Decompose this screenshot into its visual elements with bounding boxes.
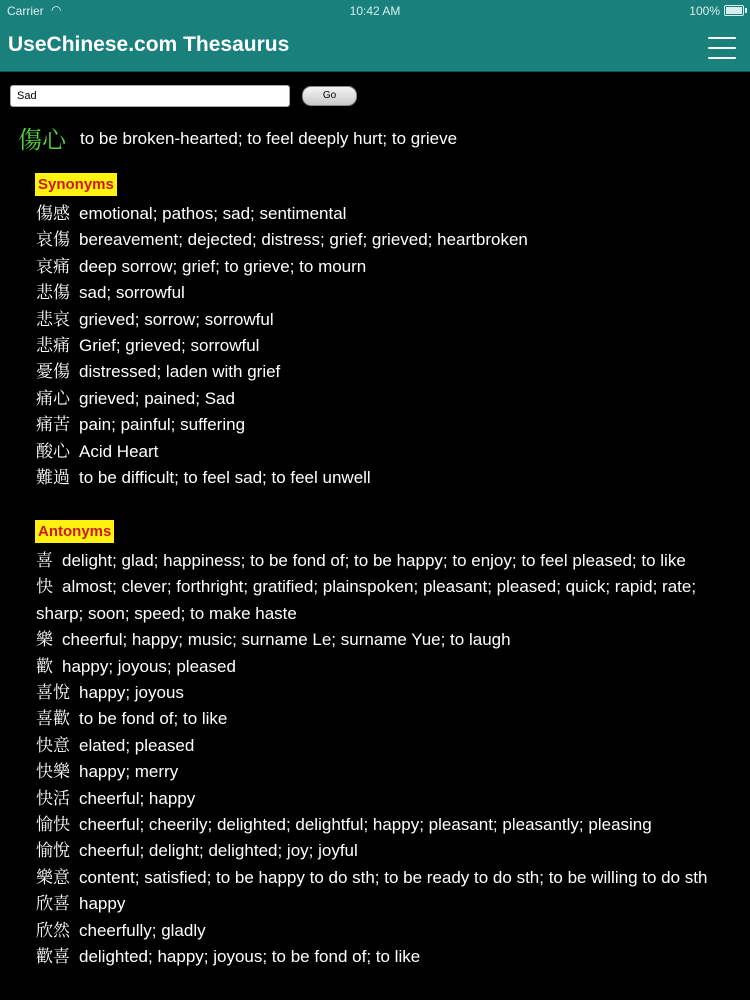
antonyms-item[interactable] — [36, 812, 726, 838]
entry-chinese[interactable]: 哀傷 — [36, 230, 70, 250]
entry-definition: grieved; sorrow; sorrowful — [79, 309, 274, 329]
synonyms-item[interactable] — [36, 386, 726, 412]
entry-chinese[interactable]: 欣然 — [36, 920, 70, 940]
entry-definition: cheerfully; gladly — [79, 920, 206, 940]
entry-definition: emotional; pathos; sad; sentimental — [79, 204, 347, 223]
entry-chinese[interactable]: 憂傷 — [36, 362, 70, 382]
entry-chinese[interactable]: 傷感 — [36, 204, 70, 223]
entry-definition: happy; joyous — [79, 683, 184, 703]
entry-definition: delighted; happy; joyous; to be fond of; to like — [79, 947, 421, 967]
entry-chinese[interactable]: 喜 — [36, 551, 53, 570]
entry-chinese[interactable]: 快樂 — [36, 762, 70, 782]
battery-icon — [724, 5, 744, 16]
antonyms-item[interactable] — [36, 944, 726, 970]
entry-definition: sad; sorrowful — [79, 283, 185, 303]
synonyms-label: Synonyms — [35, 173, 117, 196]
antonyms-item[interactable] — [36, 574, 726, 627]
entry-chinese[interactable]: 悲痛 — [36, 336, 70, 356]
antonyms-item[interactable] — [36, 680, 726, 706]
entry-definition: cheerful; delight; delighted; joy; joyful — [79, 841, 358, 861]
entry-chinese[interactable]: 哀痛 — [36, 256, 70, 276]
antonyms-item[interactable] — [36, 627, 726, 653]
synonyms-item[interactable] — [36, 412, 726, 438]
entry-chinese[interactable]: 喜歡 — [36, 709, 70, 729]
entry-definition: bereavement; dejected; distress; grief; grieved; heartbroken — [79, 230, 528, 250]
entry-chinese[interactable]: 喜悅 — [36, 683, 70, 703]
headword-definition: to be broken-hearted; to feel deeply hurt; to grieve — [80, 129, 458, 148]
synonyms-item[interactable] — [36, 465, 726, 491]
antonyms-item[interactable] — [36, 548, 726, 574]
hamburger-menu-icon[interactable] — [708, 37, 736, 59]
battery-percent: 100% — [689, 4, 720, 18]
synonyms-item[interactable] — [36, 439, 726, 465]
search-input[interactable] — [10, 85, 290, 107]
nav-bar — [0, 22, 750, 72]
status-time: 10:42 AM — [349, 4, 401, 18]
entry-definition: cheerful; cheerily; delighted; delightful; happy; pleasant; pleasantly; pleasing — [79, 815, 652, 835]
entry-chinese[interactable]: 悲傷 — [36, 283, 70, 303]
synonyms-item[interactable] — [36, 227, 726, 253]
antonyms-list — [36, 548, 726, 971]
entry-chinese[interactable]: 快意 — [36, 735, 70, 755]
app-title: UseChinese.com Thesaurus — [8, 33, 290, 56]
status-bar — [0, 0, 750, 22]
entry-chinese[interactable]: 痛苦 — [36, 415, 70, 435]
antonyms-item[interactable] — [36, 865, 726, 891]
entry-definition: delight; glad; happiness; to be fond of; to be happy; to enjoy; to feel pleased; to like — [62, 551, 686, 570]
antonyms-item[interactable] — [36, 918, 726, 944]
entry-definition: cheerful; happy — [79, 788, 196, 808]
entry-definition: happy; merry — [79, 762, 179, 782]
entry-chinese[interactable]: 愉快 — [36, 815, 70, 835]
synonyms-item[interactable] — [36, 307, 726, 333]
carrier-label: Carrier — [7, 4, 44, 18]
entry-definition: almost; clever; forthright; gratified; plainspoken; pleasant; pleased; quick; rapid; rate; sharp; soon; speed; to make haste — [36, 577, 697, 623]
antonyms-item[interactable] — [36, 759, 726, 785]
entry-definition: Acid Heart — [79, 441, 159, 461]
entry-definition: pain; painful; suffering — [79, 415, 246, 435]
entry-definition: grieved; pained; Sad — [79, 388, 235, 408]
synonyms-item[interactable] — [36, 359, 726, 385]
entry-definition: to be difficult; to feel sad; to feel unwell — [79, 468, 371, 488]
entry-chinese[interactable]: 愉悅 — [36, 841, 70, 861]
antonyms-label: Antonyms — [35, 520, 114, 543]
entry-definition: deep sorrow; grief; to grieve; to mourn — [79, 256, 367, 276]
entry-chinese[interactable]: 酸心 — [36, 441, 70, 461]
entry-definition: distressed; laden with grief — [79, 362, 281, 382]
entry-definition: cheerful; happy; music; surname Le; surname Yue; to laugh — [62, 630, 511, 650]
entry-chinese[interactable]: 悲哀 — [36, 309, 70, 329]
entry-definition: content; satisfied; to be happy to do sth; to be ready to do sth; to be willing to do sth — [79, 867, 708, 887]
entry-definition: to be fond of; to like — [79, 709, 228, 729]
entry-chinese[interactable]: 難過 — [36, 468, 70, 488]
antonyms-item[interactable] — [36, 733, 726, 759]
antonyms-item[interactable] — [36, 654, 726, 680]
antonyms-item[interactable] — [36, 891, 726, 917]
entry-definition: Grief; grieved; sorrowful — [79, 336, 260, 356]
entry-chinese[interactable]: 痛心 — [36, 388, 70, 408]
antonyms-item[interactable] — [36, 838, 726, 864]
synonyms-item[interactable] — [36, 254, 726, 280]
entry-chinese[interactable]: 歡 — [36, 656, 53, 676]
antonyms-item[interactable] — [36, 786, 726, 812]
go-button[interactable]: Go — [302, 86, 357, 106]
synonyms-list — [36, 201, 726, 491]
entry-chinese[interactable]: 快 — [36, 577, 53, 597]
entry-chinese[interactable]: 歡喜 — [36, 947, 70, 967]
antonyms-item[interactable] — [36, 706, 726, 732]
synonyms-item[interactable] — [36, 280, 726, 306]
headword-chinese: 傷心 — [18, 127, 66, 154]
wifi-icon: ◠ — [51, 3, 62, 17]
entry-chinese[interactable]: 欣喜 — [36, 894, 70, 914]
entry-definition: happy — [79, 894, 126, 914]
synonyms-item[interactable] — [36, 201, 726, 227]
entry-chinese[interactable]: 樂 — [36, 630, 53, 650]
entry-definition: happy; joyous; pleased — [62, 656, 236, 676]
entry-chinese[interactable]: 快活 — [36, 788, 70, 808]
synonyms-item[interactable] — [36, 333, 726, 359]
entry-chinese[interactable]: 樂意 — [36, 867, 70, 887]
entry-definition: elated; pleased — [79, 735, 195, 755]
